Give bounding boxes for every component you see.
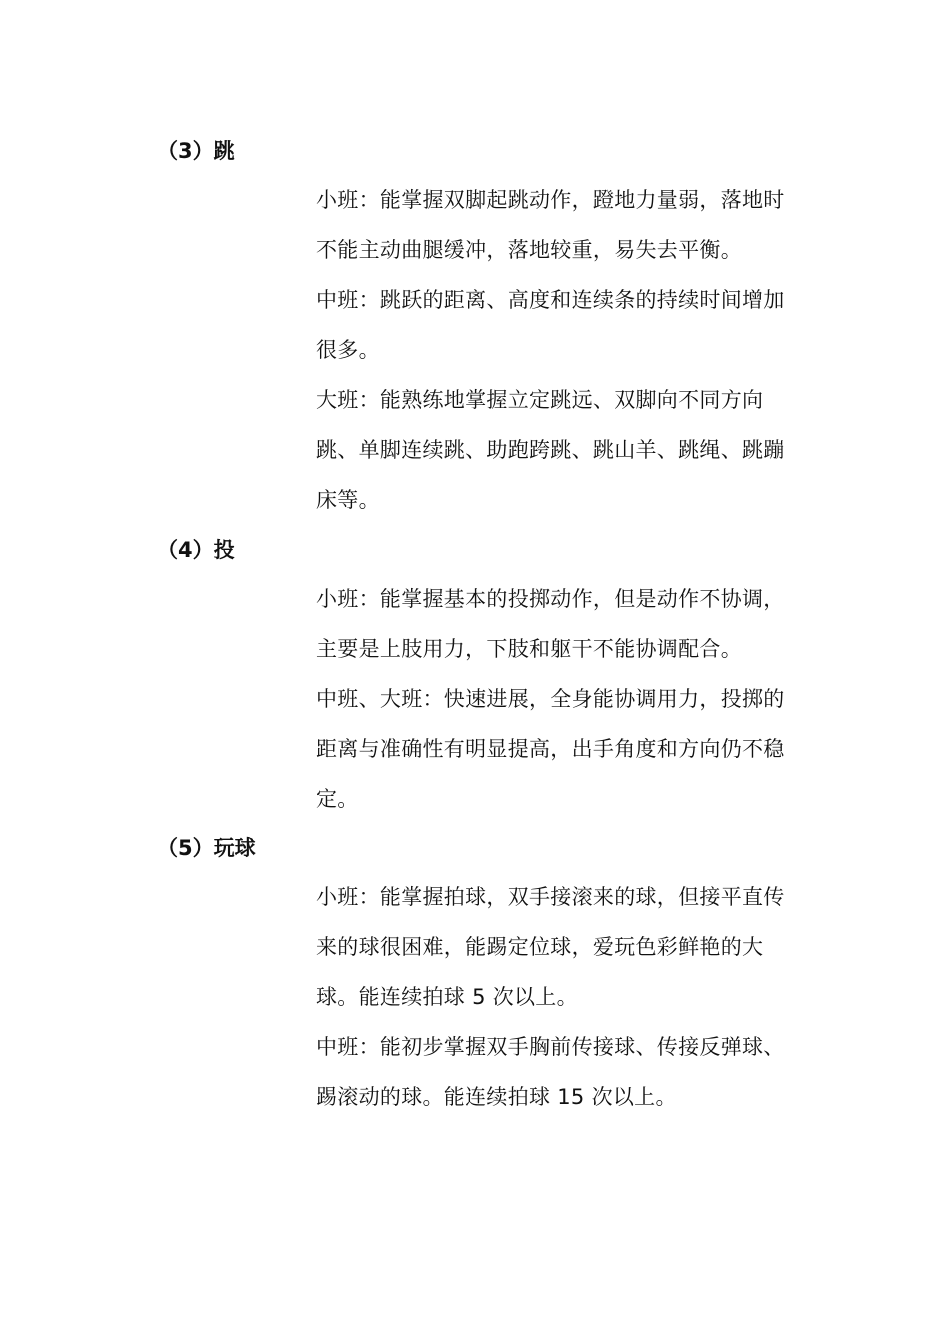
paragraph-middle-class: 中班：能初步掌握双手胸前传接球、传接反弹球、踢滚动的球。能连续拍球 15 次以上。 — [316, 1035, 785, 1109]
paragraph-middle-large-class: 中班、大班：快速进展，全身能协调用力，投掷的距离与准确性有明显提高，出手角度和方向仍不稳定。 — [316, 687, 785, 811]
paragraph-large-class: 大班：能熟练地掌握立定跳远、双脚向不同方向跳、单脚连续跳、助跑跨跳、跳山羊、跳绳、跳蹦床等。 — [316, 388, 785, 512]
section-heading: （4）投 — [157, 538, 235, 562]
section-heading: （3）跳 — [157, 139, 235, 163]
paragraph-small-class: 小班：能掌握双脚起跳动作，蹬地力量弱，落地时不能主动曲腿缓冲，落地较重，易失去平衡。 — [316, 188, 785, 262]
section-heading: （5）玩球 — [157, 836, 256, 860]
paragraph-middle-class: 中班：跳跃的距离、高度和连续条的持续时间增加很多。 — [316, 288, 785, 362]
paragraph-small-class: 小班：能掌握拍球，双手接滚来的球，但接平直传来的球很困难，能踢定位球，爱玩色彩鲜艳的大球。能连续拍球 5 次以上。 — [316, 885, 785, 1009]
paragraph-small-class: 小班：能掌握基本的投掷动作，但是动作不协调，主要是上肢用力，下肢和躯干不能协调配合。 — [316, 587, 785, 661]
